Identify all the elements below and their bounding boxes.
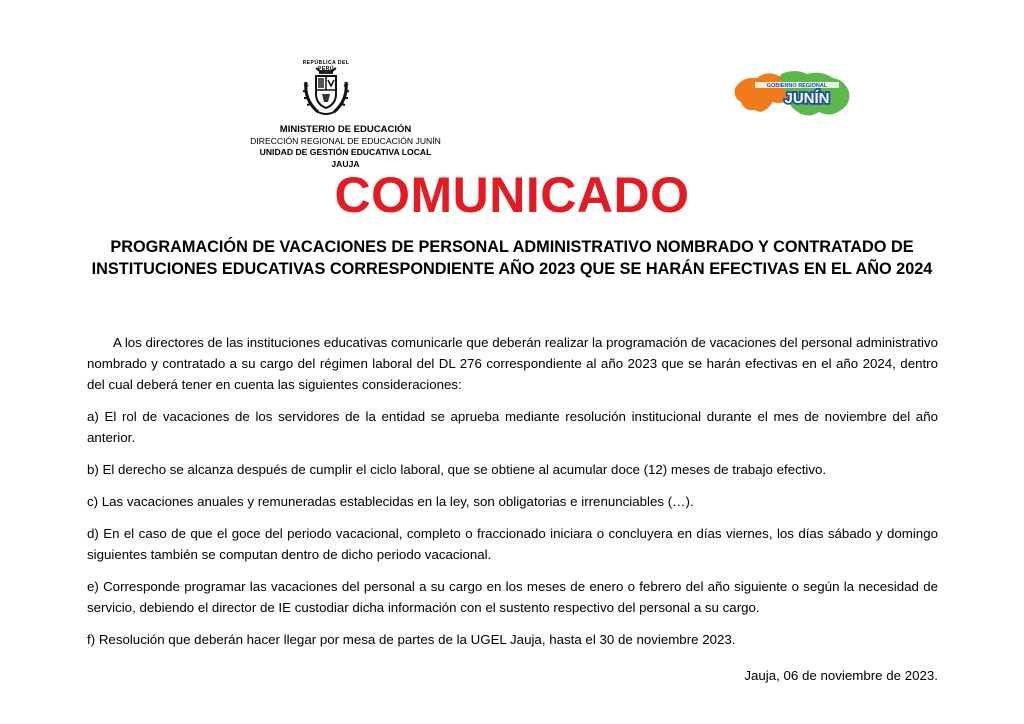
document-subtitle: PROGRAMACIÓN DE VACACIONES DE PERSONAL ADMINISTRATIVO NOMBRADO Y CONTRATADO DE INSTITUCIONES EDUCATIVAS CORRESPONDIENTE AÑO 2023 QUE SE HARÁN EFECTIVAS EN EL AÑO 2024 — [91, 238, 933, 278]
consideration-item-e: e) Corresponde programar las vacaciones del personal a su cargo en los meses de enero o febrero del año siguiente o según la necesidad de servicio, debiendo el director de IE custodiar dicha información con el sustento respectivo del personal a su cargo. — [87, 579, 938, 615]
consideration-item-f: f) Resolución que deberán hacer llegar por mesa de partes de la UGEL Jauja, hasta el 30 de noviembre 2023. — [87, 632, 736, 647]
consideration-item-c: c) Las vacaciones anuales y remuneradas establecidas en la ley, son obligatorias e irrenunciables (…). — [87, 494, 694, 509]
consideration-item-d: d) En el caso de que el goce del periodo vacacional, completo o fraccionado iniciara o concluyera en días viernes, los días sábado y domingo siguientes también se computan dentro de dicho periodo vacacional. — [87, 526, 938, 562]
intro-paragraph: A los directores de las instituciones educativas comunicarle que deberán realizar la programación de vacaciones del personal administrativo nombrado y contratado a su cargo del régimen laboral del DL 276 correspondiente al año 2023 que se harán efectivas en el año 2024, dentro del cual deberá tener en cuenta las siguientes consideraciones: — [87, 335, 938, 392]
consideration-item-b: b) El derecho se alcanza después de cumplir el ciclo laboral, que se obtiene al acumular doce (12) meses de trabajo efectivo. — [87, 462, 827, 477]
regional-directorate: DIRECCIÓN REGIONAL DE EDUCACIÓN JUNÍN — [250, 135, 441, 146]
ugel-name: UNIDAD DE GESTIÓN EDUCATIVA LOCAL JAUJA — [259, 147, 432, 169]
logo-main-text: JUNÍN — [784, 90, 830, 107]
junin-map-logo-icon — [733, 66, 851, 122]
page-title: COMUNICADO — [334, 167, 690, 223]
consideration-item-a: a) El rol de vacaciones de los servidores de la entidad se aprueba mediante resolución institucional durante el mes de noviembre del año anterior. — [87, 409, 938, 445]
organization-header — [248, 124, 443, 170]
national-seal — [296, 60, 356, 120]
gobierno-regional-junin-logo — [733, 66, 851, 122]
seal-text: REPÚBLICA DEL PERÚ — [302, 60, 350, 72]
document-body — [87, 332, 938, 661]
document-date: Jauja, 06 de noviembre de 2023. — [744, 668, 938, 683]
logo-top-text: GOBIERNO REGIONAL — [766, 83, 828, 89]
ministry-name: MINISTERIO DE EDUCACIÓN — [279, 124, 412, 135]
